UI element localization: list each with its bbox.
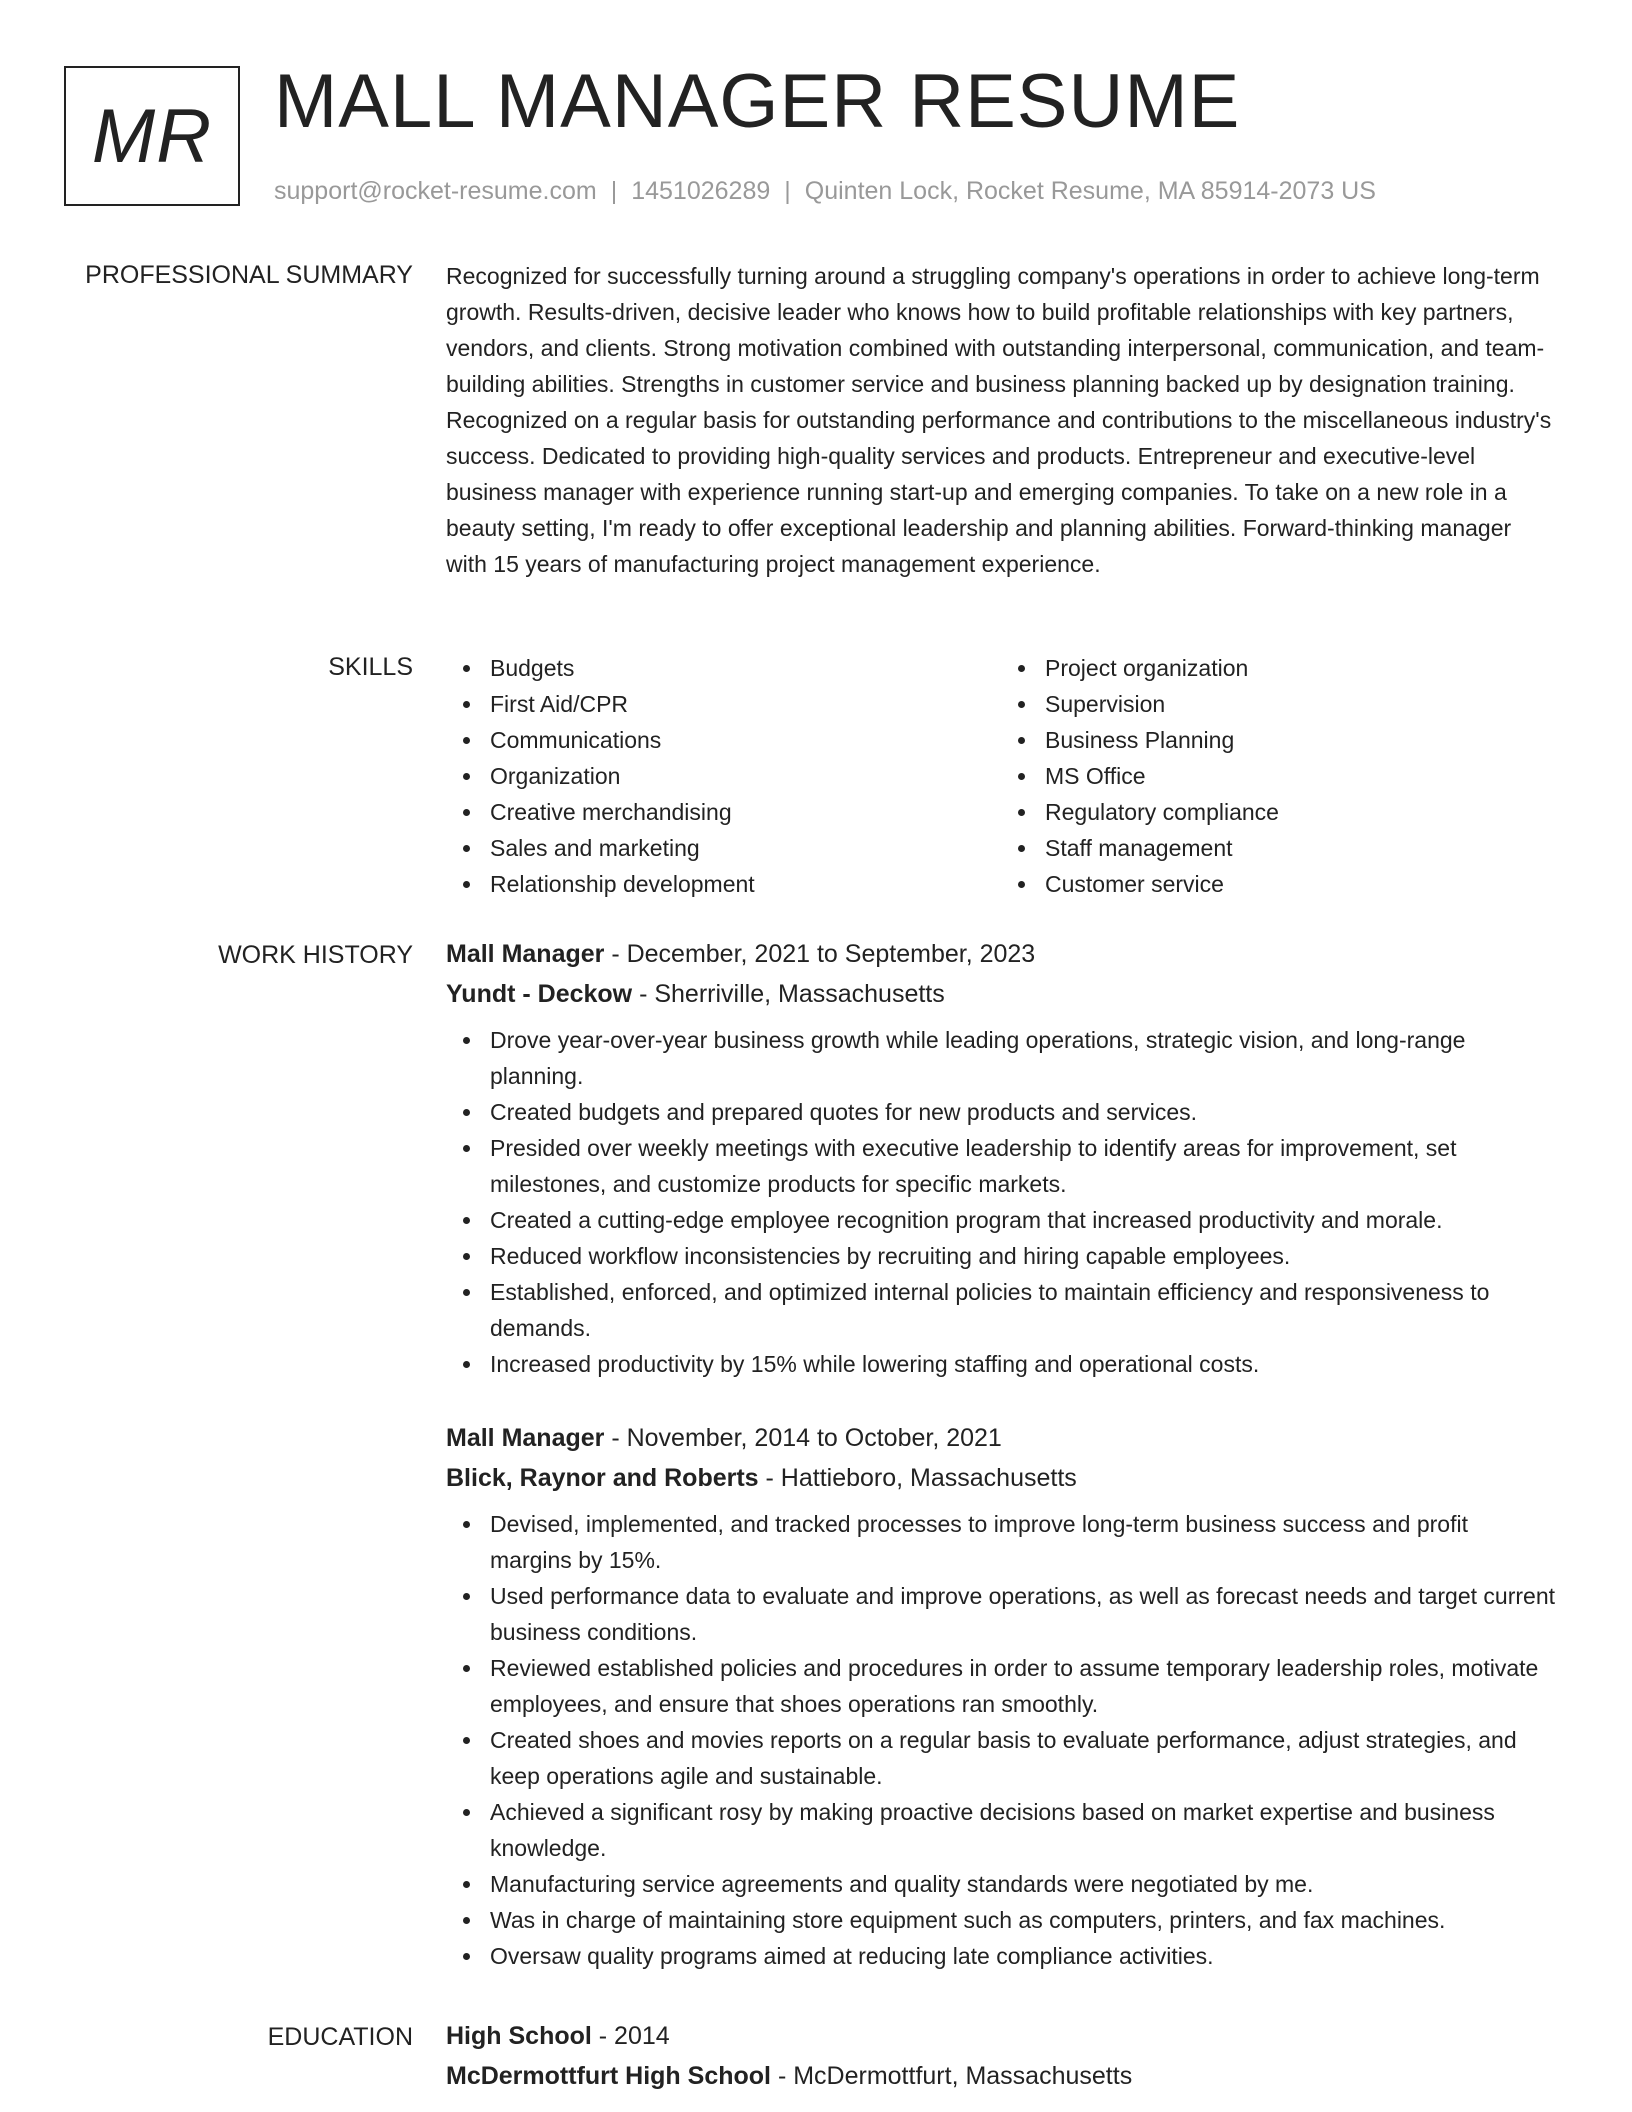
skill-item: Staff management (1045, 830, 1556, 866)
job-duty: Achieved a significant rosy by making proactive decisions based on market expertise and business knowledge. (490, 1794, 1556, 1866)
contact-address: Quinten Lock, Rocket Resume, MA 85914-2073 US (804, 177, 1376, 205)
job-location: - Sherriville, Massachusetts (632, 980, 945, 1008)
job-dates: - December, 2021 to September, 2023 (604, 940, 1036, 968)
job-duties-list (446, 1022, 1556, 1382)
contact-email: support@rocket-resume.com (274, 177, 597, 205)
education-heading: EDUCATION (267, 2023, 413, 2051)
skill-item: First Aid/CPR (490, 686, 1001, 722)
skill-item: Communications (490, 722, 1001, 758)
skill-item: Supervision (1045, 686, 1556, 722)
skill-item: Budgets (490, 650, 1001, 686)
education-school-line (446, 2056, 1556, 2096)
job-duty: Established, enforced, and optimized internal policies to maintain efficiency and responsiveness to demands. (490, 1274, 1556, 1346)
job-duty: Created a cutting-edge employee recognition program that increased productivity and morale. (490, 1202, 1556, 1238)
resume-title: MALL MANAGER RESUME (274, 59, 1241, 144)
skill-item: Organization (490, 758, 1001, 794)
job-duty: Was in charge of maintaining store equipment such as computers, printers, and fax machines. (490, 1902, 1556, 1938)
contact-separator: | (784, 177, 791, 205)
job-location: - Hattieboro, Massachusetts (758, 1464, 1077, 1492)
job-title-line (446, 1418, 1556, 1458)
job-title: Mall Manager (446, 1424, 605, 1452)
job-dates: - November, 2014 to October, 2021 (604, 1424, 1002, 1452)
education-year: - 2014 (591, 2022, 670, 2050)
contact-separator: | (610, 177, 618, 205)
job-duty: Created budgets and prepared quotes for new products and services. (490, 1094, 1556, 1130)
skill-item: MS Office (1045, 758, 1556, 794)
skills-grid (446, 650, 1556, 902)
job-company: Blick, Raynor and Roberts (446, 1464, 759, 1492)
summary-heading: PROFESSIONAL SUMMARY (85, 261, 413, 289)
job-title: Mall Manager (446, 940, 605, 968)
education-degree-line (446, 2016, 1556, 2056)
skill-item: Regulatory compliance (1045, 794, 1556, 830)
job-duty: Presided over weekly meetings with executive leadership to identify areas for improvement, set milestones, and customize products for specific markets. (490, 1130, 1556, 1202)
job-company-line (446, 974, 1556, 1014)
job-entry (446, 1418, 1556, 1974)
skills-heading: SKILLS (328, 653, 413, 681)
skill-item: Customer service (1045, 866, 1556, 902)
skill-item: Project organization (1045, 650, 1556, 686)
job-duty: Manufacturing service agreements and quality standards were negotiated by me. (490, 1866, 1556, 1902)
education-degree: High School (446, 2022, 592, 2050)
job-title-line (446, 934, 1556, 974)
job-duties-list (446, 1506, 1556, 1974)
job-duty: Drove year-over-year business growth while leading operations, strategic vision, and long-range planning. (490, 1022, 1556, 1094)
skills-column-right (1001, 650, 1556, 902)
job-duty: Reviewed established policies and procedures in order to assume temporary leadership roles, motivate employees, and ensure that shoes operations ran smoothly. (490, 1650, 1556, 1722)
job-duty: Used performance data to evaluate and improve operations, as well as forecast needs and target current business conditions. (490, 1578, 1556, 1650)
job-company-line (446, 1458, 1556, 1498)
job-duty: Increased productivity by 15% while lowering staffing and operational costs. (490, 1346, 1556, 1382)
summary-text: Recognized for successfully turning around a struggling company's operations in order to achieve long-term growth. Results-driven, decisive leader who knows how to build profitable relationships with key partners, vendors, and clients. Strong motivation combined with outstanding interpersonal, communication, and team-building abilities. Strengths in customer service and business planning backed up by designation training. Recognized on a regular basis for outstanding performance and contributions to the miscellaneous industry's success. Dedicated to providing high-quality services and products. Entrepreneur and executive-level business manager with experience running start-up and emerging companies. To take on a new role in a beauty setting, I'm ready to offer exceptional leadership and planning abilities. Forward-thinking manager with 15 years of manufacturing project management experience. (446, 263, 1552, 577)
work-history-heading: WORK HISTORY (218, 941, 413, 969)
contact-phone: 1451026289 (631, 177, 771, 205)
skill-item: Relationship development (490, 866, 1001, 902)
summary-section (446, 258, 1556, 582)
job-company: Yundt - Deckow (446, 980, 633, 1008)
job-entry (446, 934, 1556, 1382)
job-duty: Oversaw quality programs aimed at reducing late compliance activities. (490, 1938, 1556, 1974)
job-duty: Created shoes and movies reports on a regular basis to evaluate performance, adjust strategies, and keep operations agile and sustainable. (490, 1722, 1556, 1794)
skills-column-left (446, 650, 1001, 902)
education-school: McDermottfurt High School (446, 2062, 771, 2090)
job-duty: Devised, implemented, and tracked processes to improve long-term business success and profit margins by 15%. (490, 1506, 1556, 1578)
job-duty: Reduced workflow inconsistencies by recruiting and hiring capable employees. (490, 1238, 1556, 1274)
education-location: - McDermottfurt, Massachusetts (771, 2062, 1133, 2090)
contact-line (274, 174, 1376, 208)
monogram-logo: MR (64, 66, 240, 206)
skills-section (446, 650, 1556, 902)
education-entry (446, 2016, 1556, 2096)
skill-item: Creative merchandising (490, 794, 1001, 830)
skill-item: Sales and marketing (490, 830, 1001, 866)
skill-item: Business Planning (1045, 722, 1556, 758)
